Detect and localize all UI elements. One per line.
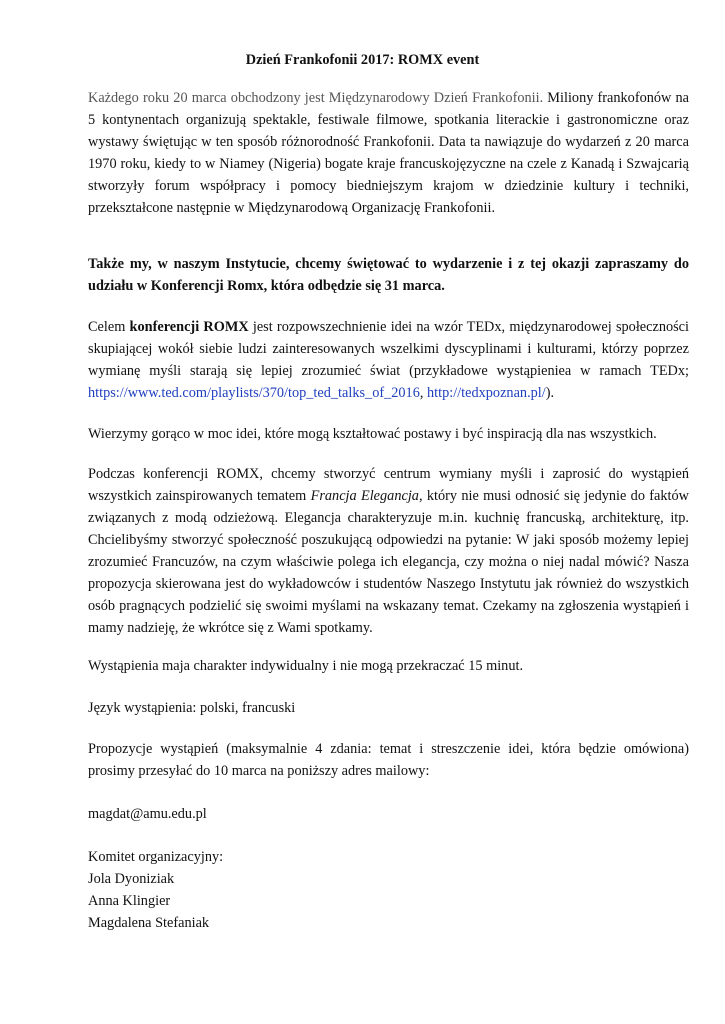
country-switzerland: Szwajcarią [626,156,689,172]
conference-name: konferencji ROMX [129,319,249,335]
intro-body: Miliony frankofonów na 5 kontynentach organizują spektakle, festiwale filmowe, spotkania literackie i gastronomiczne oraz wystawy świętując w ten sposób różnorodność Frankofonii. Data ta nawiązuje do wydarzeń z 20 marca 1970 roku, kiedy to w Niamey (Nigeria) bogate kraje francuskojęzyczne na czele z [88,90,689,172]
purpose-post: ). [545,385,555,401]
contact-email[interactable] [88,803,689,825]
committee-member: Jola Dyoniziak [88,871,175,887]
purpose-pre: Celem [88,319,130,335]
committee-block [88,846,689,934]
tedx-poznan-link[interactable]: http://tedxpoznan.pl/ [427,385,546,401]
committee-member: Magdalena Stefaniak [88,915,210,931]
submission-paragraph: Propozycje wystąpień (maksymalnie 4 zdania: temat i streszczenie idei, która będzie omówiona) prosimy przesyłać do 10 marca na poniższy adres mailowy: [88,741,689,779]
theme-body: , który nie musi odnosić się jedynie do faktów związanych z modą odzieżową. Elegancja charakteryzuje m.in. kuchnię francuską, architekturę, itp. Chcielibyśmy stworzyć społeczność poszukującą odpowiedzi na pytanie: W jaki sposób możemy lepiej zrozumieć Francuzów, na czym właściwie polega ich elegancja, czy można o niej nadal mówić? Nasza propozycja skierowana jest do wykładowców i studentów Naszego Instytutu jak również do wszystkich osób pragnących podzielić się swoimi myślami na wskazany temat. Czekamy na zgłoszenia wystąpień i mamy nadzieję, że wkrótce się z Wami spotkamy. [88,488,689,636]
theme-paragraph [88,463,689,639]
belief-paragraph: Wierzymy gorąco w moc idei, które mogą kształtować postawy i być inspiracją dla nas wszystkich. [88,426,657,442]
theme-pre: Podczas konferencji ROMX, chcemy stworzyć centrum wymiany myśli i zaprosić do wystąpień wszystkich zainspirowanych tematem [88,466,689,504]
duration-paragraph: Wystąpienia maja charakter indywidualny i nie mogą przekraczać 15 minut. [88,658,524,674]
committee-member: Anna Klingier [88,893,171,909]
language-paragraph: Język wystąpienia: polski, francuski [88,700,296,716]
country-canada: Kanadą [570,156,615,172]
document-title: Dzień Frankofonii 2017: ROMX event [245,52,480,68]
ted-playlist-link[interactable]: https://www.ted.com/playlists/370/top_ted_talks_of_2016 [88,385,420,401]
email-address[interactable]: magdat@amu.edu.pl [88,806,207,822]
invitation-paragraph: Także my, w naszym Instytucie, chcemy świętować to wydarzenie i z tej okazji zapraszamy do udziału w Konferencji Romx, która odbędzie się 31 marca. [88,256,689,294]
intro-sentence: Każdego roku 20 marca obchodzony jest Międzynarodowy Dzień Frankofonii. [88,90,544,106]
link-separator: , [419,385,428,401]
committee-heading: Komitet organizacyjny: [88,849,224,865]
intro-conjunction: i [614,156,627,172]
intro-paragraph [88,87,689,219]
purpose-body: jest rozpowszechnienie idei na wzór TEDx, międzynarodowej społeczności skupiającej wokół siebie ludzi zainteresowanych wszelkimi dyscyplinami i kulturami, którzy poprzez wymianę myśli starają się lepiej zrozumieć świat (przykładowe wystąpieniea w ramach TEDx; [88,319,690,379]
purpose-paragraph [88,316,689,404]
theme-title: Francja Elegancja [310,488,419,504]
intro-tail: stworzyły forum współpracy i pomocy biedniejszym krajom w dziedzinie kultury i techniki, przekształcone następnie w Międzynarodową Organizację Frankofonii. [88,178,689,216]
